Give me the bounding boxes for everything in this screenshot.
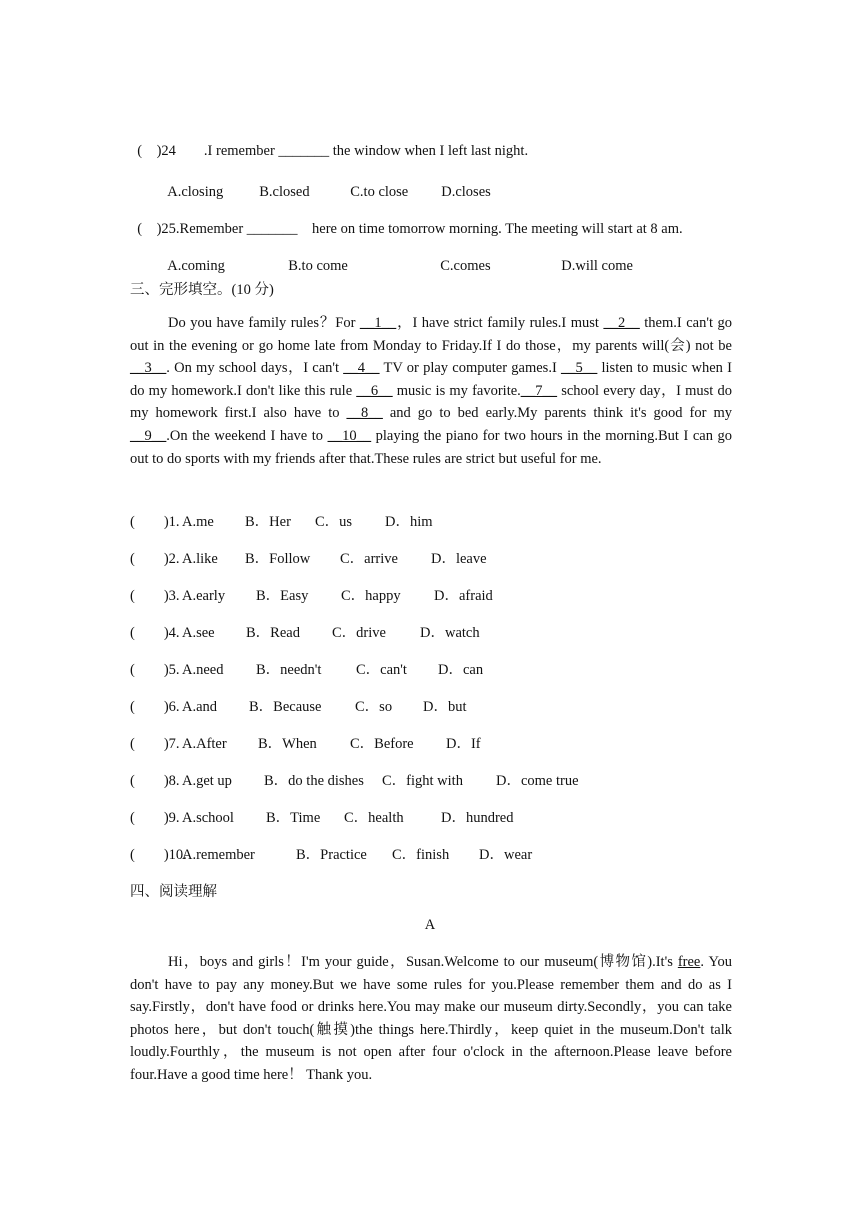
blank-6: __6__ [356,382,393,399]
option-d: D．come true [496,773,579,789]
option-b: B．Time [266,810,321,826]
question-text: Remember _______ here on time tomorrow morning. The meeting will start at 8 am. [179,221,683,237]
passage-text: ，I have strict family rules.I must [396,315,604,331]
blank-10: __10__ [327,427,372,444]
option-c: C．us [315,514,353,530]
option-d: D.will come [561,258,633,274]
passage-text: and go to bed early.My parents think it's good for my [382,405,732,422]
option-d: D．hundred [441,810,514,826]
passage-text: Hi，boys and girls！I'm your guide，Susan.Welcome to our museum(博物馆).It's [168,954,678,970]
question-number: ( )5. [130,662,180,678]
cloze-heading: 三、完形填空。(10 分) [130,282,274,298]
reading-passage [130,951,732,1087]
passage-text: TV or play computer games.I [379,360,562,377]
blank-5: __5__ [561,360,598,377]
question-number: ( )24 [137,143,176,159]
cloze-question-3 [130,584,493,605]
option-b: B．When [258,736,317,752]
option-d: D．afraid [434,588,493,604]
option-c: C．arrive [340,551,398,567]
question-number: ( )1. [130,514,180,530]
option-a: A.school [182,810,234,826]
option-c: C．drive [332,625,386,641]
passage-text: .On the weekend I have to [166,427,328,444]
option-a: A.get up [182,773,232,789]
cloze-question-5 [130,658,483,679]
option-d: D．watch [420,625,480,641]
cloze-question-9 [130,806,514,827]
question-number: ( )3. [130,588,180,604]
question-text: .I remember _______ the window when I left last night. [203,143,529,159]
option-b: B．Follow [245,551,311,567]
passage-text: Do you have family rules？For [168,315,360,331]
option-c: C．health [344,810,404,826]
question-number: ( )8. [130,773,180,789]
option-c: C．Before [350,736,414,752]
option-c: C．happy [341,588,401,604]
cloze-passage [130,312,732,470]
option-a: A.After [182,736,227,752]
option-a: A.need [182,662,224,678]
passage-text: . You don't have to pay any money.But we have some rules for you.Please remember them and do as I say.Firstly，don't have food or drinks here.You may make our museum dirty.Secondly，you can take photos here，but don't touch(触摸)the things here.Thirdly，keep quiet in the museum.Don't talk loudly.Fourthly，the museum is not open after four o'clock in the afternoon.Please leave before four.Have a good time here！ Thank you. [130,954,732,1083]
option-b: B．Practice [296,847,367,863]
question-24 [130,126,528,160]
option-d: D．but [423,699,467,715]
option-a: A.early [182,588,226,604]
option-b: B．do the dishes [264,773,364,789]
option-d: D．leave [431,551,487,567]
passage-text: them.I can't go out in the evening or go home late from Monday to Friday.If I do those，my parents will(会) not be [130,315,732,354]
question-number: ( )9. [130,810,180,826]
option-b: B.closed [259,184,310,200]
cloze-question-4 [130,621,480,642]
option-a: A.and [182,699,218,715]
blank-4: __4__ [343,360,380,377]
section-label: A [424,917,436,933]
question-24-options [160,167,491,201]
option-c: C．finish [392,847,450,863]
question-number: ( )4. [130,625,180,641]
cloze-question-2 [130,547,487,568]
option-c: C．fight with [382,773,463,789]
option-b: B．Read [246,625,300,641]
blank-9: __9__ [130,427,167,444]
question-number: ( )7. [130,736,180,752]
question-number: ( )2. [130,551,180,567]
question-25 [130,204,683,238]
passage-text: music is my favorite. [392,382,521,399]
reading-heading: 四、阅读理解 [130,884,217,900]
option-a: A.coming [167,258,225,274]
question-number: ( )25. [137,221,180,237]
option-a: A.remember [182,847,255,863]
option-b: B.to come [288,258,348,274]
blank-1: __1__ [359,315,397,331]
cloze-question-7 [130,732,481,753]
cloze-question-8 [130,769,579,790]
passage-text: listen to music when I do my homework.I don't like this rule [130,360,732,399]
passage-text: . On my school days，I can't [166,360,344,377]
option-c: C.comes [440,258,491,274]
option-c: C．can't [356,662,407,678]
question-number: ( )10. [130,847,187,863]
question-number: ( )6. [130,699,180,715]
option-b: B．needn't [256,662,322,678]
option-b: B．Easy [256,588,309,604]
blank-2: __2__ [603,315,640,331]
option-a: A.me [182,514,214,530]
passage-text: playing the piano for two hours in the morning.But I can go out to do sports with my friends after that.These rules are strict but useful for me. [130,427,732,467]
option-b: B．Her [245,514,291,530]
option-d: D.closes [441,184,491,200]
question-25-options [160,241,633,275]
passage-text: school every day，I must do my homework first.I also have to [130,382,733,422]
option-a: A.see [182,625,215,641]
option-d: D．him [385,514,433,530]
blank-7: __7__ [520,382,558,399]
option-b: B．Because [249,699,322,715]
option-d: D．can [438,662,484,678]
blank-8: __8__ [346,405,383,422]
option-c: C．so [355,699,393,715]
underlined-word: free [677,954,701,970]
option-d: D．wear [479,847,533,863]
option-c: C.to close [350,184,409,200]
blank-3: __3__ [130,360,167,377]
cloze-question-10 [130,843,532,864]
cloze-question-1 [130,510,433,531]
cloze-question-6 [130,695,467,716]
option-a: A.closing [167,184,224,200]
option-a: A.like [182,551,218,567]
option-d: D．If [446,736,481,752]
